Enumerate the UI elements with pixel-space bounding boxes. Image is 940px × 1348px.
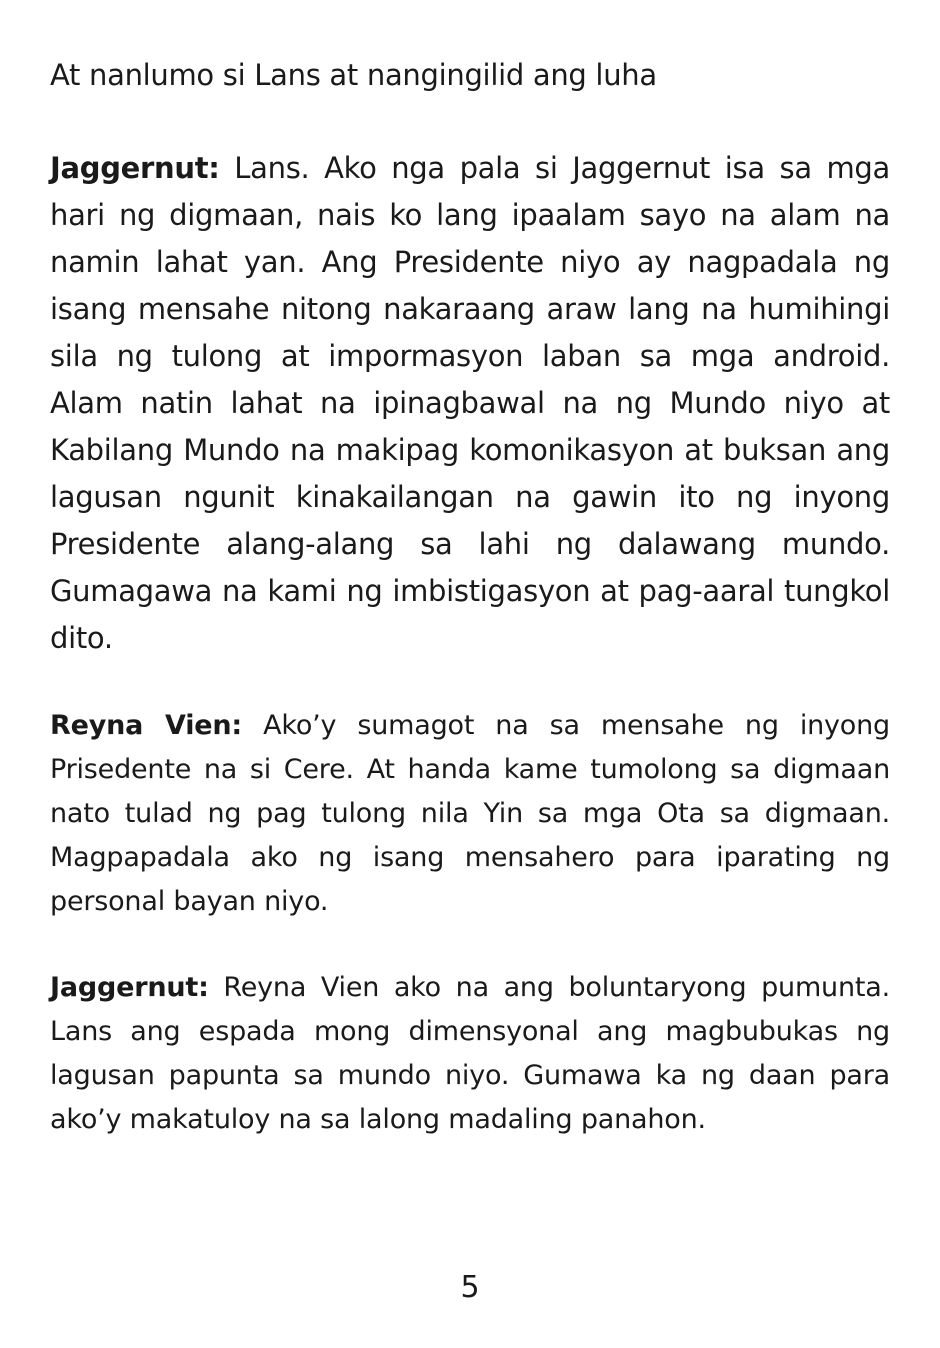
dialogue-paragraph xyxy=(50,704,890,924)
page-number: 5 xyxy=(460,1270,480,1305)
dialogue-paragraph xyxy=(50,966,890,1142)
dialogue-paragraph xyxy=(50,145,890,662)
dialogue-text: Reyna Vien ako na ang boluntaryong pumunta. Lans ang espada mong dimensyonal ang magbubukas ng lagusan papunta sa mundo niyo. Gumawa ka ng daan para ako’y makatuloy na sa lalong madaling panahon. xyxy=(50,972,890,1135)
speaker-name: Jaggernut: xyxy=(50,972,209,1003)
speaker-name: Reyna Vien: xyxy=(50,710,243,741)
speaker-name: Jaggernut: xyxy=(50,151,220,185)
dialogue-text: Lans. Ako nga pala si Jaggernut isa sa mga hari ng digmaan, nais ko lang ipaalam sayo na alam na namin lahat yan. Ang Presidente niyo ay nagpadala ng isang mensahe nitong nakaraang araw lang na humihingi sila ng tulong at impormasyon laban sa mga android. Alam natin lahat na ipinagbawal na ng Mundo niyo at Kabilang Mundo na makipag komonikasyon at buksan ang lagusan ngunit kinakailangan na gawin ito ng inyong Presidente alang-alang sa lahi ng dalawang mundo. Gumagawa na kami ng imbistigasyon at pag-aaral tungkol dito. xyxy=(50,151,890,655)
intro-line: At nanlumo si Lans at nangingilid ang luha xyxy=(50,58,657,92)
page-content xyxy=(50,52,890,1142)
dialogue-text: Ako’y sumagot na sa mensahe ng inyong Prisedente na si Cere. At handa kame tumolong sa digmaan nato tulad ng pag tulong nila Yin sa mga Ota sa digmaan. Magpapadala ako ng isang mensahero para iparating ng personal bayan niyo. xyxy=(50,710,890,917)
